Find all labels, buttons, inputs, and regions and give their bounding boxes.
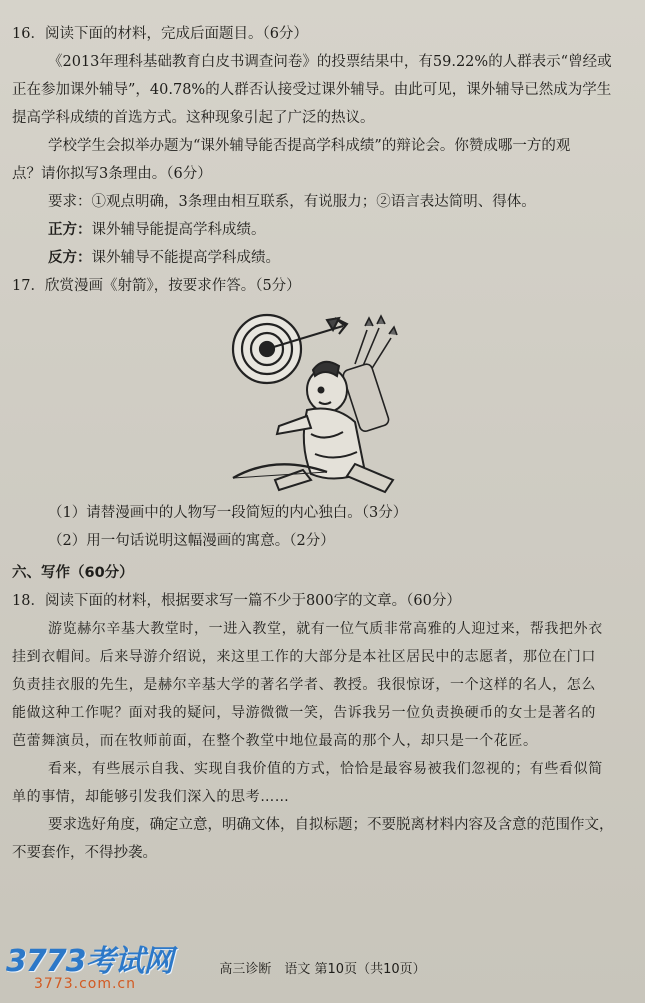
q16-material-line: 正在参加课外辅导”，40.78%的人群否认接受过课外辅导。由此可见，课外辅导已然成为学生 (12, 82, 612, 98)
archery-cartoon-image (215, 304, 411, 499)
watermark-url: 3773.com.cn (34, 976, 136, 992)
q16-material-line: 《2013年理科基础教育白皮书调查问卷》的投票结果中，有59.22%的人群表示“曾经或 (48, 54, 612, 70)
page-footer: 高三诊断 语文 第10页（共10页） (219, 962, 426, 977)
quiver-icon (342, 316, 397, 433)
pro-label: 正方： (48, 221, 92, 238)
q18-material-line: 挂到衣帽间。后来导游介绍说，来这里工作的大部分是本社区居民中的志愿者，那位在门口 (12, 649, 596, 665)
pro-text: 课外辅导能提高学科成绩。 (91, 222, 266, 238)
q18-material-line: 负责挂衣服的先生，是赫尔辛基大学的著名学者、教授。我很惊讶，一个这样的名人，怎么 (12, 677, 596, 693)
q16-task-line: 点？请你拟写3条理由。（6分） (12, 166, 212, 182)
q16-material-line: 提高学科成绩的首选方式。这种现象引起了广泛的热议。 (12, 110, 375, 126)
q18-requirement-line: 不要套作，不得抄袭。 (12, 845, 157, 861)
q18-material-line: 看来，有些展示自我、实现自我价值的方式，恰恰是最容易被我们忽视的；有些看似简 (48, 761, 603, 777)
q18-title: 18．阅读下面的材料，根据要求写一篇不少于800字的文章。（60分） (12, 593, 461, 609)
q16-con-side (12, 244, 637, 272)
page-content (12, 20, 637, 867)
q18-requirement-line: 要求选好角度，确定立意，明确文体，自拟标题；不要脱离材料内容及含意的范围作文， (48, 817, 614, 833)
q16-pro-side (12, 216, 637, 244)
q16-title: 16．阅读下面的材料，完成后面题目。（6分） (12, 26, 308, 42)
archer-illustration (215, 304, 411, 499)
q18-material (12, 615, 637, 811)
q18-material-line: 单的事情，却能够引发我们深入的思考…… (12, 789, 290, 805)
q17-subquestion-1: （1）请替漫画中的人物写一段简短的内心独白。（3分） (48, 505, 408, 521)
watermark-logo-text: 3773考试网 (6, 944, 173, 979)
q16-task-line: 学校学生会拟举办题为“课外辅导能否提高学科成绩”的辩论会。你赞成哪一方的观 (48, 138, 571, 154)
q17-title: 17．欣赏漫画《射箭》，按要求作答。（5分） (12, 278, 301, 294)
con-text: 课外辅导不能提高学科成绩。 (91, 250, 280, 266)
site-watermark-logo (6, 936, 181, 996)
section-writing-title: 六、写作（60分） (12, 565, 134, 581)
q17-subquestion-2: （2）用一句话说明这幅漫画的寓意。（2分） (48, 533, 335, 549)
q18-material-line: 游览赫尔辛基大教堂时，一进入教堂，就有一位气质非常高雅的人迎过来，帮我把外衣 (48, 621, 603, 637)
q16-requirement: 要求：①观点明确，3条理由相互联系，有说服力；②语言表达简明、得体。 (48, 194, 536, 210)
q18-material-line: 能做这种工作呢？面对我的疑问，导游微微一笑，告诉我另一位负责换硬币的女士是著名的 (12, 705, 596, 721)
con-label: 反方： (48, 249, 92, 266)
q18-material-line: 芭蕾舞演员，而在牧师前面，在整个教堂中地位最高的那个人，却只是一个花匠。 (12, 733, 538, 749)
